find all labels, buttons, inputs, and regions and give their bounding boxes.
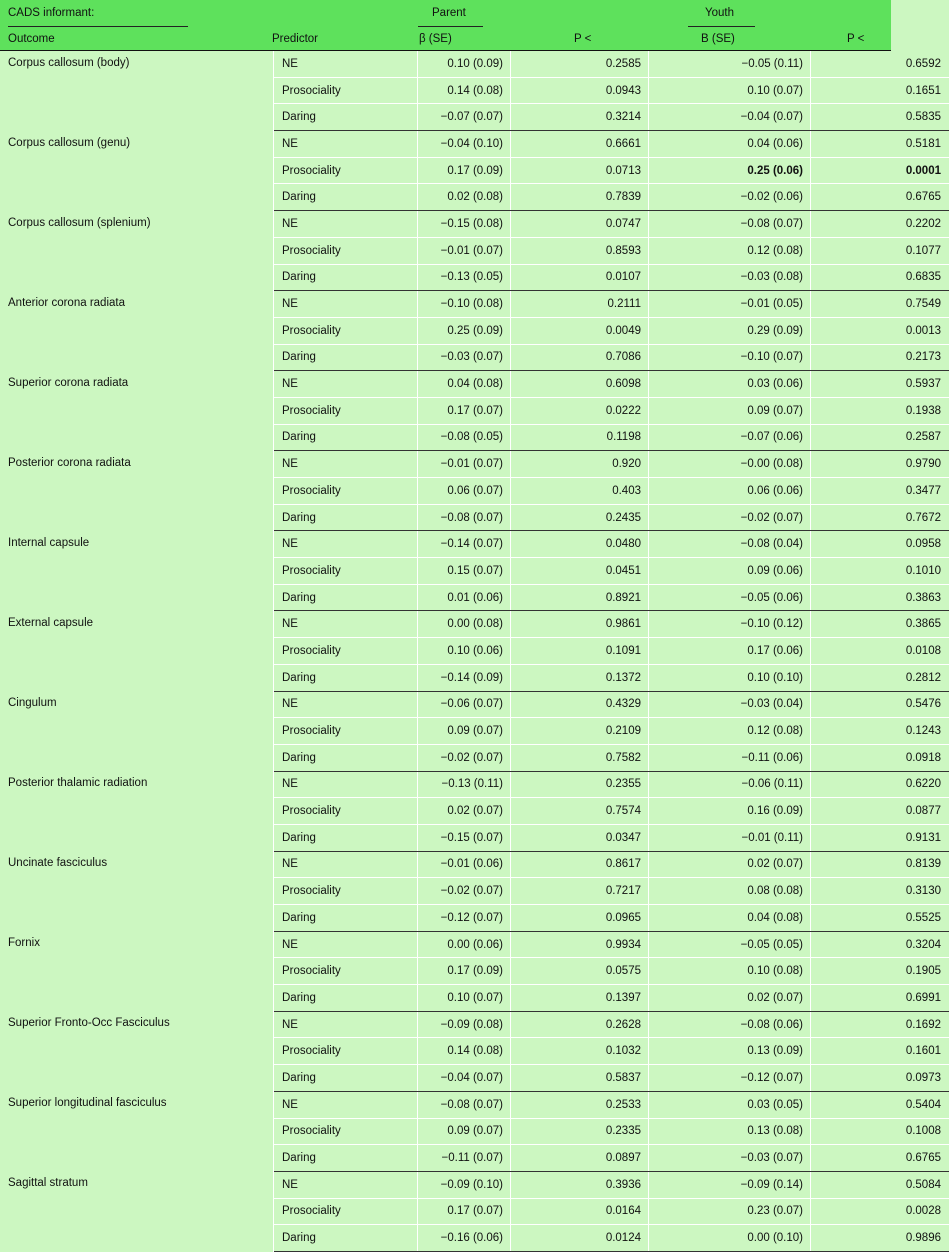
predictor-cell: NE [274, 451, 418, 478]
parent-p-cell: 0.0124 [511, 1225, 649, 1252]
parent-p-cell: 0.2111 [511, 291, 649, 318]
parent-beta-cell: −0.08 (0.05) [418, 424, 511, 451]
parent-p-cell: 0.8617 [511, 851, 649, 878]
parent-p-cell: 0.2435 [511, 504, 649, 531]
parent-beta-cell: −0.03 (0.07) [418, 344, 511, 371]
table-row [0, 851, 949, 878]
predictor-cell: Daring [274, 264, 418, 291]
header-rule-informant [8, 26, 188, 27]
youth-p-cell: 0.2202 [811, 211, 949, 238]
youth-beta-column-header: B (SE) [701, 33, 735, 45]
youth-beta-cell: 0.29 (0.09) [649, 317, 811, 344]
youth-beta-cell: 0.02 (0.07) [649, 851, 811, 878]
predictor-cell: Prosociality [274, 558, 418, 585]
parent-beta-column-header: β (SE) [419, 33, 452, 45]
parent-p-cell: 0.0575 [511, 958, 649, 985]
parent-beta-cell: −0.01 (0.06) [418, 851, 511, 878]
predictor-cell: NE [274, 1091, 418, 1118]
parent-p-cell: 0.7582 [511, 744, 649, 771]
youth-group-label: Youth [705, 7, 734, 19]
parent-beta-cell: 0.14 (0.08) [418, 1038, 511, 1065]
predictor-cell: NE [274, 531, 418, 558]
youth-beta-cell: 0.12 (0.08) [649, 237, 811, 264]
parent-beta-cell: 0.01 (0.06) [418, 584, 511, 611]
parent-p-cell: 0.1198 [511, 424, 649, 451]
predictor-cell: NE [274, 1011, 418, 1038]
parent-beta-cell: 0.10 (0.06) [418, 638, 511, 665]
parent-p-cell: 0.1372 [511, 664, 649, 691]
parent-beta-cell: −0.07 (0.07) [418, 104, 511, 131]
youth-p-cell: 0.5835 [811, 104, 949, 131]
parent-group-label: Parent [432, 7, 466, 19]
parent-beta-cell: 0.09 (0.07) [418, 1118, 511, 1145]
youth-p-cell: 0.5525 [811, 905, 949, 932]
parent-beta-cell: 0.00 (0.08) [418, 611, 511, 638]
youth-beta-cell: 0.06 (0.06) [649, 478, 811, 505]
youth-beta-cell: 0.02 (0.07) [649, 985, 811, 1012]
youth-p-cell: 0.6835 [811, 264, 949, 291]
predictor-cell: Daring [274, 424, 418, 451]
youth-beta-cell: 0.10 (0.07) [649, 77, 811, 104]
parent-p-column-header: P < [574, 33, 591, 45]
parent-p-cell: 0.8921 [511, 584, 649, 611]
predictor-cell: Prosociality [274, 77, 418, 104]
parent-beta-cell: −0.08 (0.07) [418, 1091, 511, 1118]
youth-p-cell: 0.0958 [811, 531, 949, 558]
outcome-column-header: Outcome [8, 33, 55, 45]
youth-p-cell: 0.3477 [811, 478, 949, 505]
outcome-cell: Fornix [0, 931, 274, 1011]
youth-beta-cell: −0.05 (0.05) [649, 931, 811, 958]
youth-beta-cell: −0.02 (0.06) [649, 184, 811, 211]
predictor-cell: Prosociality [274, 157, 418, 184]
outcome-cell: External capsule [0, 611, 274, 691]
youth-p-cell: 0.5476 [811, 691, 949, 718]
predictor-cell: Daring [274, 744, 418, 771]
parent-p-cell: 0.3936 [511, 1171, 649, 1198]
parent-p-cell: 0.6098 [511, 371, 649, 398]
youth-p-cell: 0.0918 [811, 744, 949, 771]
predictor-cell: NE [274, 1171, 418, 1198]
predictor-cell: Prosociality [274, 1198, 418, 1225]
predictor-cell: Prosociality [274, 958, 418, 985]
table-row [0, 531, 949, 558]
outcome-cell: Superior corona radiata [0, 371, 274, 451]
youth-p-cell: 0.2587 [811, 424, 949, 451]
youth-p-cell: 0.8139 [811, 851, 949, 878]
parent-beta-cell: −0.15 (0.08) [418, 211, 511, 238]
predictor-cell: NE [274, 771, 418, 798]
predictor-cell: Daring [274, 664, 418, 691]
youth-beta-cell: 0.09 (0.07) [649, 397, 811, 424]
predictor-cell: Prosociality [274, 1038, 418, 1065]
youth-p-cell: 0.1008 [811, 1118, 949, 1145]
outcome-cell: Corpus callosum (splenium) [0, 211, 274, 291]
youth-beta-cell: 0.16 (0.09) [649, 798, 811, 825]
youth-beta-cell: −0.11 (0.06) [649, 744, 811, 771]
header-rule-youth [688, 26, 755, 27]
predictor-cell: NE [274, 931, 418, 958]
parent-beta-cell: −0.04 (0.10) [418, 131, 511, 158]
table-row [0, 371, 949, 398]
youth-p-cell: 0.7672 [811, 504, 949, 531]
parent-p-cell: 0.403 [511, 478, 649, 505]
predictor-cell: Prosociality [274, 237, 418, 264]
outcome-cell: Corpus callosum (genu) [0, 131, 274, 211]
parent-beta-cell: −0.08 (0.07) [418, 504, 511, 531]
youth-beta-cell: 0.03 (0.05) [649, 1091, 811, 1118]
parent-p-cell: 0.4329 [511, 691, 649, 718]
parent-p-cell: 0.0347 [511, 824, 649, 851]
parent-p-cell: 0.2335 [511, 1118, 649, 1145]
parent-beta-cell: −0.01 (0.07) [418, 237, 511, 264]
parent-p-cell: 0.7574 [511, 798, 649, 825]
table-row [0, 1091, 949, 1118]
informant-label: CADS informant: [8, 7, 94, 19]
table-row [0, 131, 949, 158]
youth-p-cell: 0.2173 [811, 344, 949, 371]
youth-beta-cell: −0.01 (0.11) [649, 824, 811, 851]
parent-beta-cell: −0.01 (0.07) [418, 451, 511, 478]
youth-beta-cell: −0.10 (0.07) [649, 344, 811, 371]
table-row [0, 451, 949, 478]
parent-p-cell: 0.2585 [511, 51, 649, 77]
youth-beta-cell: −0.08 (0.07) [649, 211, 811, 238]
youth-p-cell: 0.0028 [811, 1198, 949, 1225]
parent-p-cell: 0.9934 [511, 931, 649, 958]
predictor-column-header: Predictor [272, 33, 318, 45]
youth-beta-cell: −0.10 (0.12) [649, 611, 811, 638]
predictor-cell: Prosociality [274, 478, 418, 505]
parent-beta-cell: −0.14 (0.07) [418, 531, 511, 558]
parent-p-cell: 0.2109 [511, 718, 649, 745]
predictor-cell: NE [274, 291, 418, 318]
outcome-cell: Posterior corona radiata [0, 451, 274, 531]
youth-p-cell: 0.5084 [811, 1171, 949, 1198]
table-row [0, 1171, 949, 1198]
parent-p-cell: 0.3214 [511, 104, 649, 131]
youth-p-cell: 0.1692 [811, 1011, 949, 1038]
youth-p-cell: 0.1077 [811, 237, 949, 264]
youth-p-cell: 0.6765 [811, 1145, 949, 1172]
youth-beta-cell: −0.03 (0.07) [649, 1145, 811, 1172]
youth-p-cell: 0.6220 [811, 771, 949, 798]
table-row [0, 931, 949, 958]
youth-p-cell: 0.1938 [811, 397, 949, 424]
predictor-cell: NE [274, 371, 418, 398]
youth-p-cell: 0.1010 [811, 558, 949, 585]
predictor-cell: Prosociality [274, 397, 418, 424]
predictor-cell: Daring [274, 344, 418, 371]
parent-beta-cell: 0.10 (0.09) [418, 51, 511, 77]
parent-p-cell: 0.7086 [511, 344, 649, 371]
parent-p-cell: 0.0713 [511, 157, 649, 184]
youth-beta-cell: 0.04 (0.08) [649, 905, 811, 932]
parent-p-cell: 0.0943 [511, 77, 649, 104]
parent-beta-cell: −0.11 (0.07) [418, 1145, 511, 1172]
predictor-cell: NE [274, 611, 418, 638]
youth-beta-cell: 0.13 (0.08) [649, 1118, 811, 1145]
parent-beta-cell: 0.09 (0.07) [418, 718, 511, 745]
youth-beta-cell: −0.04 (0.07) [649, 104, 811, 131]
parent-p-cell: 0.7217 [511, 878, 649, 905]
parent-beta-cell: −0.09 (0.08) [418, 1011, 511, 1038]
parent-beta-cell: −0.13 (0.05) [418, 264, 511, 291]
youth-p-cell: 0.6991 [811, 985, 949, 1012]
predictor-cell: NE [274, 691, 418, 718]
youth-beta-cell: −0.06 (0.11) [649, 771, 811, 798]
outcome-cell: Corpus callosum (body) [0, 51, 274, 131]
youth-p-cell: 0.2812 [811, 664, 949, 691]
youth-beta-cell: −0.01 (0.05) [649, 291, 811, 318]
predictor-cell: Daring [274, 104, 418, 131]
predictor-cell: Daring [274, 1065, 418, 1092]
parent-beta-cell: 0.14 (0.08) [418, 77, 511, 104]
outcome-cell: Sagittal stratum [0, 1171, 274, 1251]
youth-p-cell: 0.5181 [811, 131, 949, 158]
parent-beta-cell: −0.10 (0.08) [418, 291, 511, 318]
predictor-cell: Prosociality [274, 1118, 418, 1145]
youth-beta-cell: 0.10 (0.10) [649, 664, 811, 691]
youth-beta-cell: 0.03 (0.06) [649, 371, 811, 398]
youth-p-cell: 0.1243 [811, 718, 949, 745]
outcome-cell: Superior longitudinal fasciculus [0, 1091, 274, 1171]
parent-beta-cell: −0.06 (0.07) [418, 691, 511, 718]
parent-beta-cell: 0.25 (0.09) [418, 317, 511, 344]
parent-beta-cell: 0.17 (0.07) [418, 397, 511, 424]
parent-p-cell: 0.0897 [511, 1145, 649, 1172]
predictor-cell: Daring [274, 824, 418, 851]
predictor-cell: Prosociality [274, 798, 418, 825]
youth-beta-cell: −0.07 (0.06) [649, 424, 811, 451]
parent-p-cell: 0.0480 [511, 531, 649, 558]
youth-beta-cell: −0.12 (0.07) [649, 1065, 811, 1092]
youth-beta-cell: 0.17 (0.06) [649, 638, 811, 665]
parent-beta-cell: −0.12 (0.07) [418, 905, 511, 932]
parent-p-cell: 0.2533 [511, 1091, 649, 1118]
outcome-cell: Posterior thalamic radiation [0, 771, 274, 851]
youth-p-cell: 0.1601 [811, 1038, 949, 1065]
table-row [0, 211, 949, 238]
parent-beta-cell: 0.02 (0.08) [418, 184, 511, 211]
predictor-cell: NE [274, 211, 418, 238]
parent-beta-cell: 0.10 (0.07) [418, 985, 511, 1012]
predictor-cell: Daring [274, 184, 418, 211]
predictor-cell: Prosociality [274, 638, 418, 665]
predictor-cell: Prosociality [274, 878, 418, 905]
youth-beta-cell: −0.09 (0.14) [649, 1171, 811, 1198]
table-row [0, 1011, 949, 1038]
youth-beta-cell: 0.13 (0.09) [649, 1038, 811, 1065]
youth-p-cell: 0.0001 [811, 157, 949, 184]
table-header [0, 0, 891, 50]
table-body [0, 51, 949, 1252]
youth-beta-cell: −0.02 (0.07) [649, 504, 811, 531]
youth-beta-cell: 0.23 (0.07) [649, 1198, 811, 1225]
youth-p-cell: 0.3863 [811, 584, 949, 611]
parent-beta-cell: 0.17 (0.07) [418, 1198, 511, 1225]
parent-beta-cell: 0.06 (0.07) [418, 478, 511, 505]
parent-p-cell: 0.0747 [511, 211, 649, 238]
youth-p-cell: 0.0877 [811, 798, 949, 825]
parent-p-cell: 0.7839 [511, 184, 649, 211]
parent-beta-cell: −0.13 (0.11) [418, 771, 511, 798]
predictor-cell: Prosociality [274, 317, 418, 344]
outcome-cell: Cingulum [0, 691, 274, 771]
predictor-cell: Prosociality [274, 718, 418, 745]
predictor-cell: Daring [274, 1225, 418, 1252]
parent-beta-cell: −0.15 (0.07) [418, 824, 511, 851]
parent-beta-cell: 0.02 (0.07) [418, 798, 511, 825]
parent-p-cell: 0.2355 [511, 771, 649, 798]
parent-p-cell: 0.6661 [511, 131, 649, 158]
parent-p-cell: 0.5837 [511, 1065, 649, 1092]
parent-p-cell: 0.920 [511, 451, 649, 478]
parent-p-cell: 0.1032 [511, 1038, 649, 1065]
predictor-cell: NE [274, 51, 418, 77]
youth-p-cell: 0.6592 [811, 51, 949, 77]
predictor-cell: Daring [274, 905, 418, 932]
youth-p-cell: 0.5937 [811, 371, 949, 398]
predictor-cell: Daring [274, 985, 418, 1012]
parent-p-cell: 0.2628 [511, 1011, 649, 1038]
parent-p-cell: 0.0107 [511, 264, 649, 291]
parent-beta-cell: −0.14 (0.09) [418, 664, 511, 691]
youth-p-cell: 0.1905 [811, 958, 949, 985]
parent-p-cell: 0.0222 [511, 397, 649, 424]
parent-beta-cell: −0.02 (0.07) [418, 744, 511, 771]
youth-p-cell: 0.0108 [811, 638, 949, 665]
youth-beta-cell: 0.12 (0.08) [649, 718, 811, 745]
youth-p-cell: 0.0973 [811, 1065, 949, 1092]
youth-beta-cell: −0.08 (0.06) [649, 1011, 811, 1038]
outcome-cell: Internal capsule [0, 531, 274, 611]
youth-p-cell: 0.7549 [811, 291, 949, 318]
parent-p-cell: 0.0451 [511, 558, 649, 585]
parent-p-cell: 0.1091 [511, 638, 649, 665]
table-row [0, 611, 949, 638]
parent-beta-cell: 0.00 (0.06) [418, 931, 511, 958]
predictor-cell: Daring [274, 1145, 418, 1172]
youth-beta-cell: −0.05 (0.06) [649, 584, 811, 611]
parent-beta-cell: −0.16 (0.06) [418, 1225, 511, 1252]
outcome-cell: Uncinate fasciculus [0, 851, 274, 931]
table-row [0, 51, 949, 77]
table-row [0, 291, 949, 318]
parent-p-cell: 0.8593 [511, 237, 649, 264]
predictor-cell: NE [274, 131, 418, 158]
predictor-cell: Daring [274, 584, 418, 611]
youth-p-cell: 0.6765 [811, 184, 949, 211]
youth-p-cell: 0.9790 [811, 451, 949, 478]
youth-beta-cell: 0.25 (0.06) [649, 157, 811, 184]
youth-beta-cell: −0.05 (0.11) [649, 51, 811, 77]
predictor-cell: Daring [274, 504, 418, 531]
parent-beta-cell: −0.09 (0.10) [418, 1171, 511, 1198]
table-row [0, 771, 949, 798]
youth-p-cell: 0.9131 [811, 824, 949, 851]
youth-beta-cell: 0.08 (0.08) [649, 878, 811, 905]
parent-beta-cell: −0.02 (0.07) [418, 878, 511, 905]
parent-beta-cell: 0.17 (0.09) [418, 958, 511, 985]
youth-p-cell: 0.3204 [811, 931, 949, 958]
youth-beta-cell: 0.10 (0.08) [649, 958, 811, 985]
parent-p-cell: 0.1397 [511, 985, 649, 1012]
youth-p-column-header: P < [847, 33, 864, 45]
parent-beta-cell: 0.15 (0.07) [418, 558, 511, 585]
parent-p-cell: 0.0164 [511, 1198, 649, 1225]
youth-beta-cell: −0.03 (0.08) [649, 264, 811, 291]
youth-beta-cell: 0.09 (0.06) [649, 558, 811, 585]
youth-beta-cell: −0.03 (0.04) [649, 691, 811, 718]
youth-beta-cell: 0.00 (0.10) [649, 1225, 811, 1252]
table-row [0, 691, 949, 718]
youth-p-cell: 0.1651 [811, 77, 949, 104]
parent-p-cell: 0.0965 [511, 905, 649, 932]
outcome-cell: Anterior corona radiata [0, 291, 274, 371]
youth-beta-cell: 0.04 (0.06) [649, 131, 811, 158]
youth-p-cell: 0.0013 [811, 317, 949, 344]
youth-beta-cell: −0.08 (0.04) [649, 531, 811, 558]
header-rule-parent [418, 26, 483, 27]
predictor-cell: NE [274, 851, 418, 878]
parent-beta-cell: −0.04 (0.07) [418, 1065, 511, 1092]
youth-p-cell: 0.9896 [811, 1225, 949, 1252]
outcome-cell: Superior Fronto-Occ Fasciculus [0, 1011, 274, 1091]
youth-p-cell: 0.5404 [811, 1091, 949, 1118]
youth-p-cell: 0.3865 [811, 611, 949, 638]
parent-beta-cell: 0.04 (0.08) [418, 371, 511, 398]
parent-beta-cell: 0.17 (0.09) [418, 157, 511, 184]
youth-beta-cell: −0.00 (0.08) [649, 451, 811, 478]
parent-p-cell: 0.9861 [511, 611, 649, 638]
parent-p-cell: 0.0049 [511, 317, 649, 344]
youth-p-cell: 0.3130 [811, 878, 949, 905]
